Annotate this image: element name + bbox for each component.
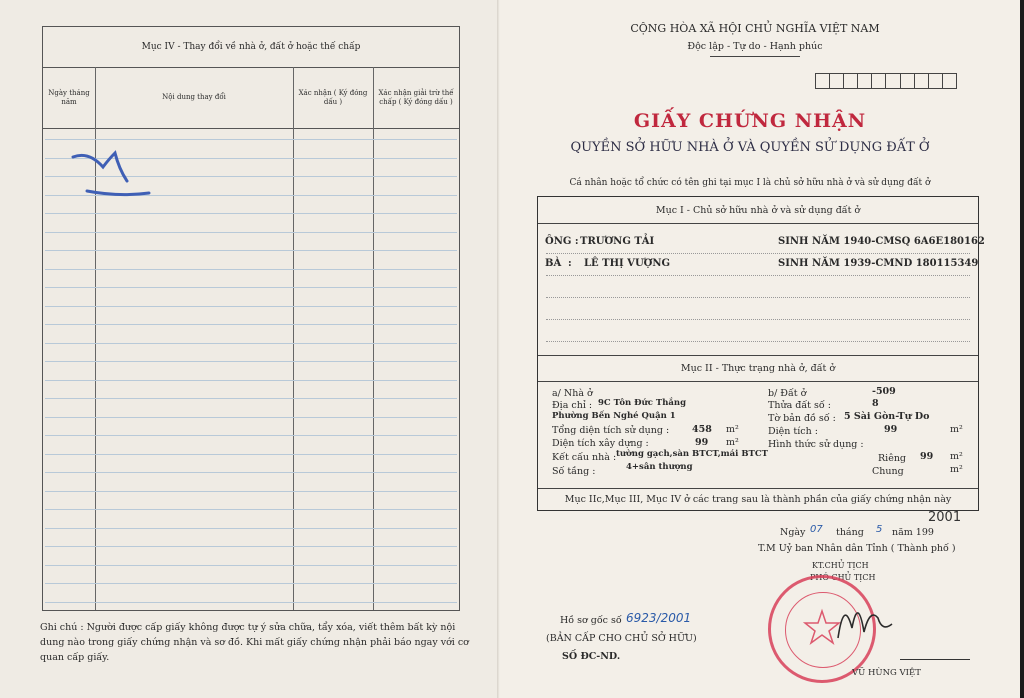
republic-header: CỘNG HÒA XÃ HỘI CHỦ NGHĨA VIỆT NAM — [630, 22, 880, 35]
structure-value: tường gạch,sàn BTCT,mái BTCT — [616, 449, 768, 459]
date-month-label: tháng — [836, 527, 864, 538]
ruled-line — [45, 232, 457, 233]
kt-chairman: KT.CHỦ TỊCH — [812, 561, 869, 570]
certificate-subtitle: QUYỀN SỞ HỮU NHÀ Ở VÀ QUYỀN SỬ DỤNG ĐẤT Ở — [570, 140, 930, 155]
address-value: 9C Tôn Đức Thắng — [598, 398, 687, 408]
col-confirm-header: Xác nhận ( Ký đóng dấu ) — [293, 67, 373, 129]
private-label: Riêng — [878, 453, 907, 464]
footer-note: Mục IIc,Mục III, Mục IV ở các trang sau là thành phần của giấy chứng nhận này — [564, 494, 952, 505]
ruled-line — [45, 602, 457, 603]
ruled-line — [45, 528, 457, 529]
changes-table-title: Mục IV - Thay đổi về nhà ở, đất ở hoặc thế chấp — [43, 27, 459, 68]
plot-value: 8 — [872, 398, 879, 409]
date-month: 5 — [876, 524, 883, 535]
address-label: Địa chỉ : — [552, 400, 593, 411]
ruled-line — [45, 269, 457, 270]
private-unit: m² — [950, 451, 963, 462]
ruled-line — [45, 306, 457, 307]
ruled-line — [45, 213, 457, 214]
ruled-line — [45, 472, 457, 473]
handwritten-year: 2001 — [928, 510, 962, 525]
divider — [538, 381, 978, 382]
image-border — [1020, 0, 1024, 698]
certificate-title: GIẤY CHỨNG NHẬN — [633, 110, 867, 132]
private-value: 99 — [920, 451, 934, 462]
committee-label: T.M Uỷ ban Nhân dân Tỉnh ( Thành phố ) — [758, 543, 956, 554]
dotted-line — [546, 319, 970, 320]
left-page — [0, 0, 500, 698]
date-year-label: năm 199 — [892, 527, 934, 538]
col-release-header: Xác nhận giải trừ thế chấp ( Ký đóng dấu ) — [373, 67, 459, 129]
vice-chairman: PHÓ CHỦ TỊCH — [810, 573, 876, 582]
land-label: b/ Đất ở — [768, 388, 807, 399]
floors-value: 4+sân thượng — [626, 462, 693, 472]
serial-number-boxes — [815, 73, 957, 89]
record-label: Hồ sơ gốc số — [560, 615, 622, 626]
dotted-line — [546, 341, 970, 342]
total-area-unit: m² — [726, 424, 739, 435]
built-area-unit: m² — [726, 437, 739, 448]
address-line2: Phường Bến Nghé Quận 1 — [552, 411, 676, 421]
ruled-line — [45, 380, 457, 381]
ruled-line — [45, 343, 457, 344]
map-label: Tờ bản đồ số : — [768, 413, 836, 424]
built-area-value: 99 — [695, 437, 709, 448]
house-label: a/ Nhà ở — [552, 388, 593, 399]
date-day-label: Ngày — [780, 527, 806, 538]
record-issued: (BẢN CẤP CHO CHỦ SỞ HỮU) — [546, 633, 697, 644]
changes-table — [42, 26, 460, 611]
ruled-line — [45, 509, 457, 510]
signature — [830, 588, 900, 648]
built-area-label: Diện tích xây dựng : — [552, 438, 649, 449]
total-area-value: 458 — [692, 424, 712, 435]
usage-label: Hình thức sử dụng : — [768, 439, 864, 450]
ruled-line — [45, 583, 457, 584]
ruled-line — [45, 361, 457, 362]
dotted-line — [546, 297, 970, 298]
owner1-label: ÔNG : — [545, 236, 579, 247]
ruled-line — [45, 454, 457, 455]
owner2-colon: : — [568, 258, 572, 269]
ruled-line — [45, 417, 457, 418]
area-unit: m² — [950, 424, 963, 435]
ruled-line — [45, 324, 457, 325]
record-book: SỐ ĐC-ND. — [562, 651, 621, 662]
plot-label: Thửa đất số : — [768, 400, 831, 411]
ruled-line — [45, 565, 457, 566]
shared-label: Chung — [872, 466, 904, 477]
divider — [538, 223, 978, 224]
record-number: 6923/2001 — [626, 611, 692, 625]
divider — [538, 355, 978, 356]
map-value: 5 Sài Gòn-Tự Do — [844, 411, 930, 422]
owner1-info: SINH NĂM 1940-CMSQ 6A6E180162 — [778, 236, 985, 247]
owner2-info: SINH NĂM 1939-CMND 180115349 — [778, 258, 979, 269]
note-text: Ghi chú : Người được cấp giấy không được tự ý sửa chữa, tẩy xóa, viết thêm bất kỳ nội dung nào trong giấy chứng nhận và sơ đồ. Khi mất giấy chứng nhận phải báo ngay với cơ quan cấp giấy. — [40, 622, 469, 663]
owner2-name: LÊ THỊ VƯỢNG — [584, 258, 671, 269]
structure-label: Kết cấu nhà : — [552, 452, 617, 463]
floors-label: Số tầng : — [552, 466, 596, 477]
column-divider — [293, 67, 294, 610]
column-divider — [373, 67, 374, 610]
ruled-line — [45, 287, 457, 288]
certificate-intro: Cá nhân hoặc tổ chức có tên ghi tại mục I là chủ sở hữu nhà ở và sử dụng đất ở — [569, 178, 931, 188]
shared-unit: m² — [950, 464, 963, 475]
section2-title: Mục II - Thực trạng nhà ở, đất ở — [680, 363, 836, 374]
motto: Độc lập - Tự do - Hạnh phúc — [687, 41, 823, 52]
ruled-line — [45, 398, 457, 399]
land-value: -509 — [872, 386, 896, 397]
dotted-line — [546, 253, 970, 254]
total-area-label: Tổng diện tích sử dụng : — [552, 425, 670, 436]
area-value: 99 — [884, 424, 898, 435]
owner1-name: TRƯƠNG TẢI — [580, 236, 655, 247]
ruled-line — [45, 491, 457, 492]
date-day: 07 — [810, 524, 823, 535]
signature-line — [900, 659, 970, 660]
handwritten-mark — [69, 147, 179, 207]
col-content-header: Nội dung thay đổi — [95, 67, 293, 129]
dotted-line — [546, 275, 970, 276]
section1-title: Mục I - Chủ sở hữu nhà ở và sử dụng đất ở — [655, 205, 861, 216]
col-date-header: Ngày tháng năm — [43, 67, 95, 129]
ruled-line — [45, 546, 457, 547]
divider — [538, 488, 978, 489]
signer-name: VŨ HÙNG VIỆT — [852, 668, 921, 678]
ruled-line — [45, 435, 457, 436]
area-label: Diện tích : — [768, 426, 818, 437]
ruled-line — [45, 250, 457, 251]
ruled-line — [45, 139, 457, 140]
owner2-label: BÀ — [545, 258, 562, 269]
